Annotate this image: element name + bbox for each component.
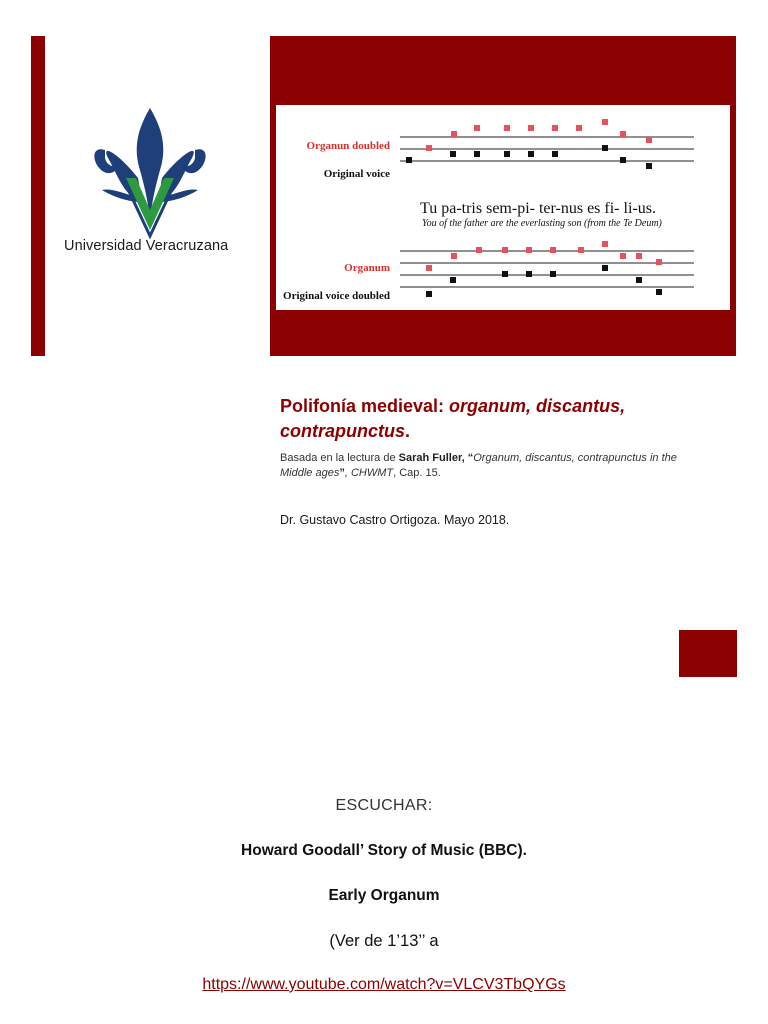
citation-source: , CHWMT — [344, 467, 394, 479]
youtube-link[interactable]: https://www.youtube.com/watch?v=VLCV3TbQYGs — [202, 976, 566, 993]
score-label-organum: Organum — [344, 262, 390, 274]
listen-heading: ESCUCHAR: — [335, 797, 433, 814]
listen-time-note: (Ver de 1’13’’ a — [329, 932, 439, 950]
citation-chapter: , Cap. 15. — [393, 467, 441, 479]
author-period: . — [505, 513, 510, 527]
university-name: Universidad Veracruzana — [64, 238, 229, 254]
citation-work: Organum, discantus, contrapunctus in the Middle ages — [280, 452, 677, 479]
listen-program: Howard Goodall’ Story of Music (BBC). — [241, 842, 527, 859]
score-translation: You of the father are the everlasting son (from the Te Deum) — [422, 218, 662, 229]
title-plain: Polifonía medieval: — [280, 396, 450, 416]
citation-sep: , “ — [461, 452, 474, 464]
citation-prefix: Basada en la lectura de — [280, 452, 399, 464]
score-label-original-voice-doubled: Original voice doubled — [283, 290, 390, 302]
citation-author: Sarah Fuller — [398, 452, 462, 464]
reading-citation — [280, 451, 680, 481]
title-period: . — [405, 421, 411, 441]
left-accent-bar — [31, 36, 45, 356]
accent-square — [679, 630, 737, 677]
music-score-image — [276, 105, 730, 310]
author-name: Dr. Gustavo Castro Ortigoza. Mayo 2018 — [280, 513, 506, 527]
slide-title — [280, 394, 710, 444]
score-label-organun-doubled: Organun doubled — [306, 140, 390, 152]
author-line — [280, 513, 509, 527]
score-lyrics: Tu pa-tris sem-pi- ter-nus es fi- li-us. — [420, 200, 656, 217]
listen-segment: Early Organum — [328, 887, 440, 904]
score-label-original-voice: Original voice — [323, 168, 390, 180]
title-italic-line1: organum, discantus, — [449, 396, 626, 416]
citation-quote-close: ” — [339, 467, 345, 479]
title-italic-line2: contrapunctus — [280, 421, 406, 441]
